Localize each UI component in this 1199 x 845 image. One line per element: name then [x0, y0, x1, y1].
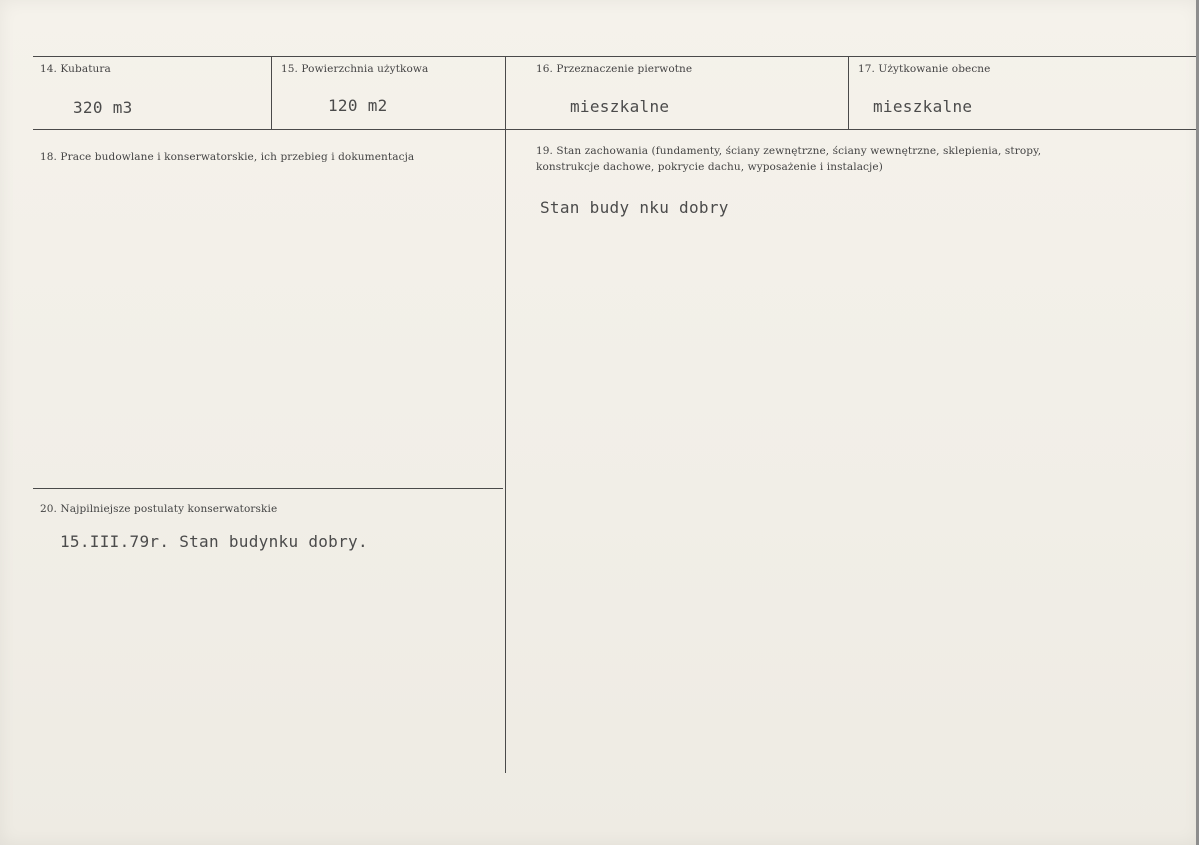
field-16-label: 16. Przeznaczenie pierwotne	[536, 63, 693, 75]
field-14-value: 320 m3	[73, 98, 133, 117]
field-18-label: 18. Prace budowlane i konserwatorskie, ich przebieg i dokumentacja	[40, 151, 415, 163]
field-20-value: 15.III.79r. Stan budynku dobry.	[60, 532, 368, 551]
top-rule	[33, 56, 1196, 57]
field-20-label: 20. Najpilniejsze postulaty konserwatorskie	[40, 503, 278, 515]
col-divider-2	[505, 56, 506, 773]
field-15-label: 15. Powierzchnia użytkowa	[281, 63, 429, 75]
field-16-value: mieszkalne	[570, 97, 670, 116]
field-17-label: 17. Użytkowanie obecne	[858, 63, 991, 75]
field-17-value: mieszkalne	[873, 97, 973, 116]
field-19-value: Stan budy nku dobry	[540, 198, 729, 217]
section-divider	[33, 488, 503, 489]
field-15-value: 120 m2	[328, 96, 388, 115]
col-divider-3	[848, 56, 849, 129]
field-14-label: 14. Kubatura	[40, 63, 111, 75]
row-divider	[33, 129, 1196, 130]
field-19-label: 19. Stan zachowania (fundamenty, ściany zewnętrzne, ściany wewnętrzne, sklepienia, stropy, konstrukcje dachowe, pokrycie dachu, wyposażenie i instalacje)	[536, 145, 1042, 173]
col-divider-1	[271, 56, 272, 129]
